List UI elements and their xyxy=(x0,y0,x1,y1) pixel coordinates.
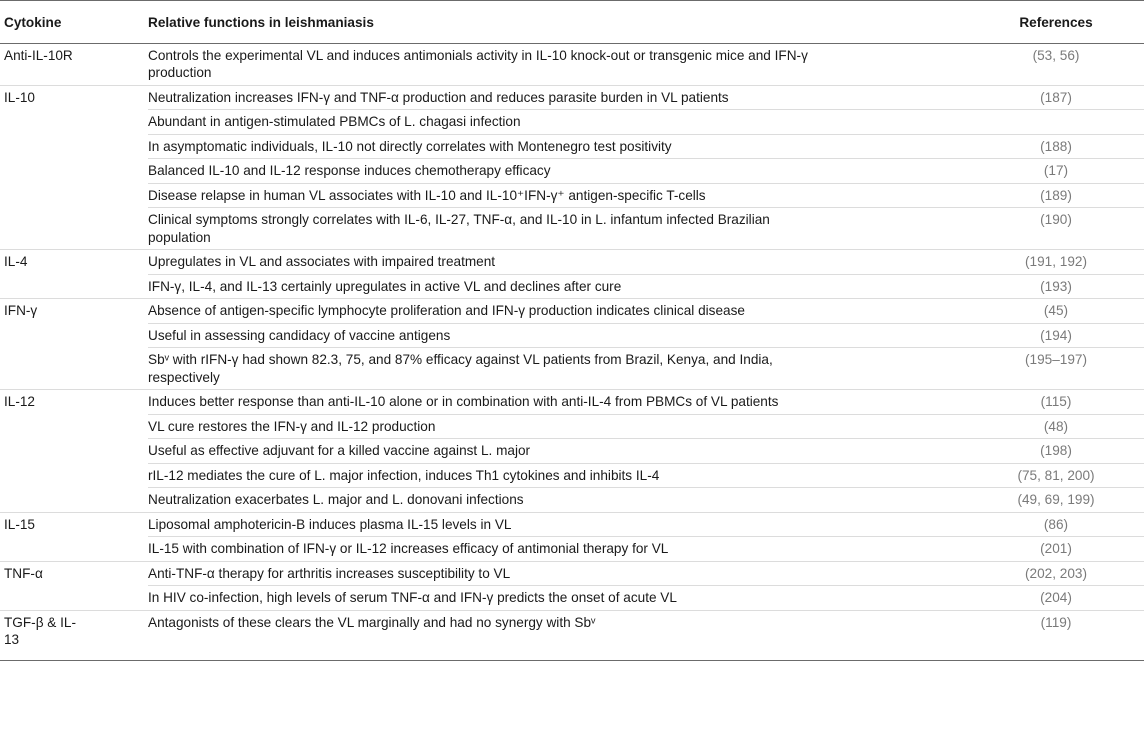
table-row xyxy=(0,586,1144,611)
cytokine-cell: IL-12 xyxy=(4,394,35,409)
reference-cell: (119) xyxy=(968,610,1144,660)
function-cell: Disease relapse in human VL associates with IL-10 and IL-10⁺IFN-γ⁺ antigen-specific T-cells xyxy=(148,183,968,208)
function-cell: Neutralization increases IFN-γ and TNF-α production and reduces parasite burden in VL patients xyxy=(148,85,968,110)
reference-cell: (48) xyxy=(968,414,1144,439)
function-cell: Useful in assessing candidacy of vaccine antigens xyxy=(148,323,968,348)
reference-cell: (191, 192) xyxy=(968,250,1144,275)
function-cell: IL-15 with combination of IFN-γ or IL-12 increases efficacy of antimonial therapy for VL xyxy=(148,537,968,562)
cytokine-cell xyxy=(0,323,148,348)
function-cell: IFN-γ, IL-4, and IL-13 certainly upregulates in active VL and declines after cure xyxy=(148,274,968,299)
cytokine-cell: IL-4 xyxy=(4,254,28,269)
table-row xyxy=(0,390,1144,415)
reference-cell: (194) xyxy=(968,323,1144,348)
reference-cell: (195–197) xyxy=(968,348,1144,390)
header-cytokine: Cytokine xyxy=(0,1,148,44)
table-row xyxy=(0,537,1144,562)
header-references: References xyxy=(968,1,1144,44)
cytokine-cell xyxy=(0,159,148,184)
table-row xyxy=(0,299,1144,324)
reference-cell: (193) xyxy=(968,274,1144,299)
reference-cell: (204) xyxy=(968,586,1144,611)
function-cell: In HIV co-infection, high levels of serum TNF-α and IFN-γ predicts the onset of acute VL xyxy=(148,586,968,611)
cytokine-cell xyxy=(0,463,148,488)
cytokine-cell xyxy=(0,208,148,250)
cytokine-cell: IL-10 xyxy=(4,89,35,105)
function-cell: Abundant in antigen-stimulated PBMCs of L. chagasi infection xyxy=(148,110,968,135)
reference-cell: (75, 81, 200) xyxy=(968,463,1144,488)
cytokine-cell xyxy=(0,183,148,208)
table-row xyxy=(0,512,1144,537)
table-row xyxy=(0,439,1144,464)
reference-cell: (202, 203) xyxy=(968,561,1144,586)
function-cell: Absence of antigen-specific lymphocyte proliferation and IFN-γ production indicates clinical disease xyxy=(148,299,968,324)
cytokine-cell: IFN-γ xyxy=(4,303,38,318)
function-cell: Sbᵛ with rIFN-γ had shown 82.3, 75, and 87% efficacy against VL patients from Brazil, Kenya, and India, respectively xyxy=(148,348,968,390)
reference-cell: (189) xyxy=(968,183,1144,208)
table-row xyxy=(0,208,1144,250)
function-cell: Liposomal amphotericin-B induces plasma IL-15 levels in VL xyxy=(148,512,968,537)
cytokine-cell xyxy=(0,274,148,299)
function-cell: Balanced IL-10 and IL-12 response induces chemotherapy efficacy xyxy=(148,159,968,184)
table-row xyxy=(0,610,1144,660)
reference-cell: (188) xyxy=(968,134,1144,159)
table-row xyxy=(0,488,1144,513)
table-row xyxy=(0,85,1144,110)
reference-cell: (45) xyxy=(968,299,1144,324)
reference-cell: (187) xyxy=(968,85,1144,110)
table-row xyxy=(0,561,1144,586)
cytokine-cell xyxy=(0,134,148,159)
function-cell: In asymptomatic individuals, IL-10 not directly correlates with Montenegro test positivity xyxy=(148,134,968,159)
table-row xyxy=(0,159,1144,184)
table-row xyxy=(0,274,1144,299)
table-row xyxy=(0,183,1144,208)
reference-cell: (198) xyxy=(968,439,1144,464)
cytokine-cell xyxy=(0,348,148,390)
table-row xyxy=(0,348,1144,390)
function-cell: VL cure restores the IFN-γ and IL-12 production xyxy=(148,414,968,439)
table-row xyxy=(0,134,1144,159)
cytokine-cell xyxy=(0,110,148,135)
cytokine-cell xyxy=(0,537,148,562)
cytokine-cell xyxy=(0,586,148,611)
function-cell: Induces better response than anti-IL-10 alone or in combination with anti-IL-4 from PBMCs of VL patients xyxy=(148,390,968,415)
function-cell: Clinical symptoms strongly correlates with IL-6, IL-27, TNF-α, and IL-10 in L. infantum infected Brazilian population xyxy=(148,208,968,250)
function-cell: Antagonists of these clears the VL marginally and had no synergy with Sbᵛ xyxy=(148,610,968,660)
function-cell: Controls the experimental VL and induces antimonials activity in IL-10 knock-out or transgenic mice and IFN-γ production xyxy=(148,43,968,85)
reference-cell: (53, 56) xyxy=(968,43,1144,85)
cytokine-cell xyxy=(0,488,148,513)
table-row xyxy=(0,250,1144,275)
function-cell: Anti-TNF-α therapy for arthritis increases susceptibility to VL xyxy=(148,561,968,586)
cytokine-cell xyxy=(0,414,148,439)
cytokine-cell: TNF-α xyxy=(4,565,43,581)
function-cell: Upregulates in VL and associates with impaired treatment xyxy=(148,250,968,275)
reference-cell: (190) xyxy=(968,208,1144,250)
reference-cell: (86) xyxy=(968,512,1144,537)
header-functions: Relative functions in leishmaniasis xyxy=(148,1,968,44)
header-row xyxy=(0,1,1144,44)
reference-cell: (49, 69, 199) xyxy=(968,488,1144,513)
cytokine-cell: IL-15 xyxy=(4,516,35,532)
cytokine-cell xyxy=(0,439,148,464)
cytokine-cell: Anti-IL-10R xyxy=(0,43,148,85)
function-cell: Useful as effective adjuvant for a killed vaccine against L. major xyxy=(148,439,968,464)
table-row xyxy=(0,43,1144,85)
table-row xyxy=(0,414,1144,439)
reference-cell: (201) xyxy=(968,537,1144,562)
table-row xyxy=(0,110,1144,135)
function-cell: Neutralization exacerbates L. major and L. donovani infections xyxy=(148,488,968,513)
reference-cell xyxy=(968,110,1144,135)
cytokine-cell: TGF-β & IL-13 xyxy=(0,610,148,660)
reference-cell: (115) xyxy=(968,390,1144,415)
function-cell: rIL-12 mediates the cure of L. major infection, induces Th1 cytokines and inhibits IL-4 xyxy=(148,463,968,488)
table-row xyxy=(0,323,1144,348)
reference-cell: (17) xyxy=(968,159,1144,184)
table-row xyxy=(0,463,1144,488)
